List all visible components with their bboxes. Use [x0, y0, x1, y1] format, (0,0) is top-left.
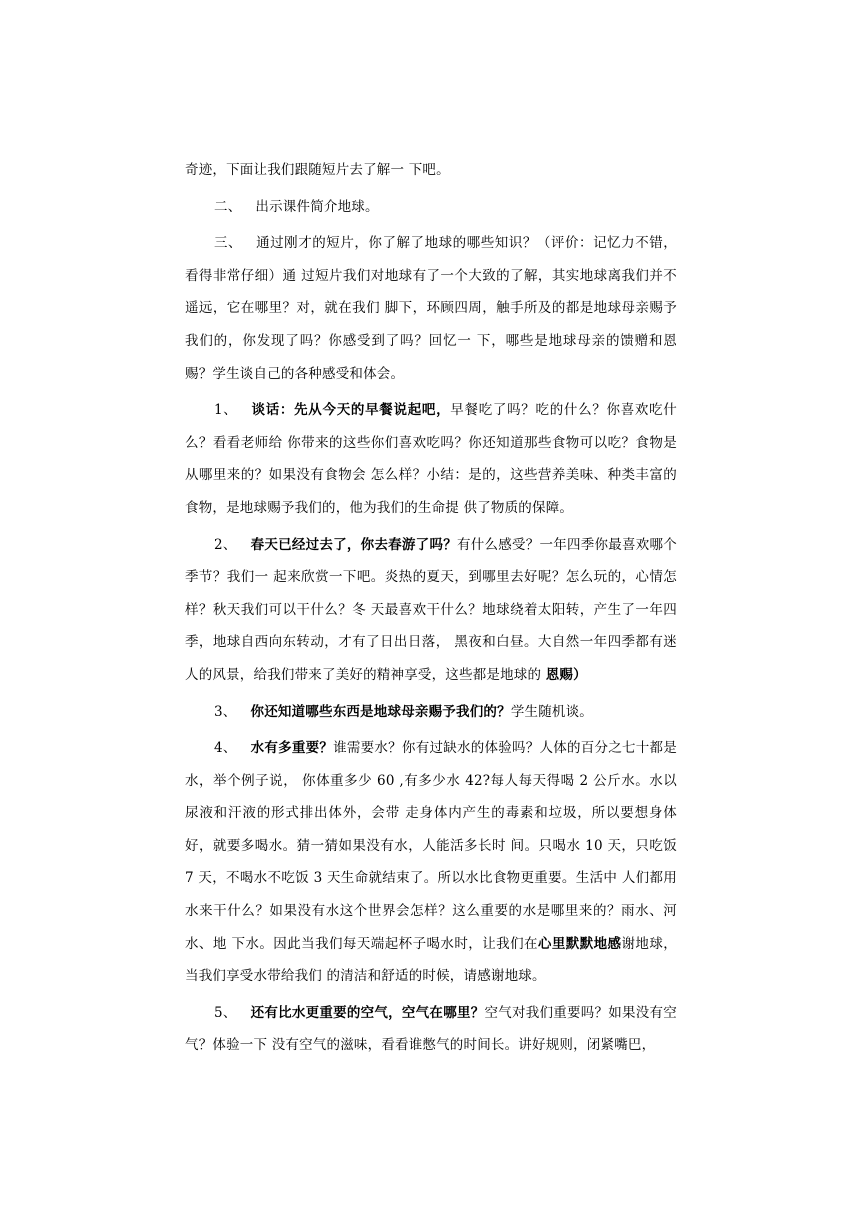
bold-text: 谈话：先从今天的早餐说起吧， [251, 402, 451, 419]
paragraph-p2 [185, 227, 677, 390]
paragraph-p4 [185, 529, 677, 692]
list-number: 1、 [214, 402, 238, 419]
bold-text: 水有多重要？ [250, 740, 334, 757]
paragraph-p1 [185, 191, 677, 224]
list-number: 2、 [214, 536, 237, 553]
list-number: 三、 [214, 235, 243, 252]
body-text: 空气对我们重要吗？如果没有空气？体验一下 没有空气的滋味，看看谁憋气的时间长。讲好规则，闭紧嘴巴， [185, 1004, 677, 1054]
list-number: 5、 [214, 1004, 237, 1021]
bold-text: 恩赐） [545, 666, 587, 683]
paragraph-p0 [185, 154, 677, 187]
document-body [185, 154, 677, 1062]
paragraph-p5 [185, 696, 677, 729]
bold-text: 春天已经过去了，你去春游了吗？ [250, 536, 457, 553]
list-number: 二、 [214, 198, 242, 215]
paragraph-p3 [185, 394, 677, 524]
body-text: 通过刚才的短片，你了解了地球的哪些知识？（评价：记忆力不错，看得非常仔细）通 过短片我们对地球有了一个大致的了解，其实地球离我们并不遥远，它在哪里？对，就在我们 脚下，环顾四周，触手所及的都是地球母亲赐予我们的，你发现了吗？你感受到了吗？回忆一 下，哪些是地球母亲的馈赠和恩赐？学生谈自己的各种感受和体会。 [185, 235, 678, 382]
body-text: 奇迹，下面让我们跟随短片去了解一 下吧。 [185, 162, 450, 178]
body-text: 早餐吃了吗？吃的什么？你喜欢吃什么？看看老师给 你带来的这些你们喜欢吃吗？你还知道那些食物可以吃？食物是从哪里来的？如果没有食物会 怎么样？小结：是的，这些营养美味、种类丰富的食物，是地球赐予我们的，他为我们的生命提 供了物质的保障。 [185, 402, 677, 516]
paragraph-p7 [185, 997, 677, 1062]
body-text: 谢地球，当我们享受水带给我们 的清洁和舒适的时候，请感谢地球。 [185, 935, 677, 985]
list-number: 4、 [214, 740, 237, 757]
bold-text: 还有比水更重要的空气，空气在哪里？ [250, 1004, 485, 1021]
body-text: 出示课件简介地球。 [255, 198, 379, 215]
body-text: 有什么感受？一年四季你最喜欢哪个季节？我们一 起来欣赏一下吧。炎热的夏天，到哪里去好呢？怎么玩的，心情怎样？秋天我们可以干什么？冬 天最喜欢干什么？地球绕着太阳转，产生了一年四季，地球自西向东转动，才有了日出日落， 黑夜和白昼。大自然一年四季都有迷人的风景，给我们带来了美好的精神享受，这些都是地球的 [185, 536, 677, 683]
list-number: 3、 [214, 703, 237, 720]
bold-text: 你还知道哪些东西是地球母亲赐予我们的？ [250, 703, 511, 720]
body-text: 谁需要水？你有过缺水的体验吗？人体的百分之七十都是水，举个例子说， 你体重多少 60 ,有多少水 42?每人每天得喝 2 公斤水。水以尿液和汗液的形式排出体外，会带 走身体内产生的毒素和垃圾，所以要想身体好，就要多喝水。猜一猜如果没有水，人能活多长时 间。只喝水 10 天，只吃饭 7 天，不喝水不吃饭 3 天生命就结束了。所以水比食物更重要。生活中 人们都用水来干什么？如果没有水这个世界会怎样？这么重要的水是哪里来的？雨水、河水、地 下水。因此当我们每天端起杯子喝水时，让我们在 [185, 740, 678, 952]
bold-text: 心里默默地感 [537, 935, 622, 952]
paragraph-p6 [185, 732, 677, 993]
body-text: 学生随机谈。 [510, 703, 594, 720]
